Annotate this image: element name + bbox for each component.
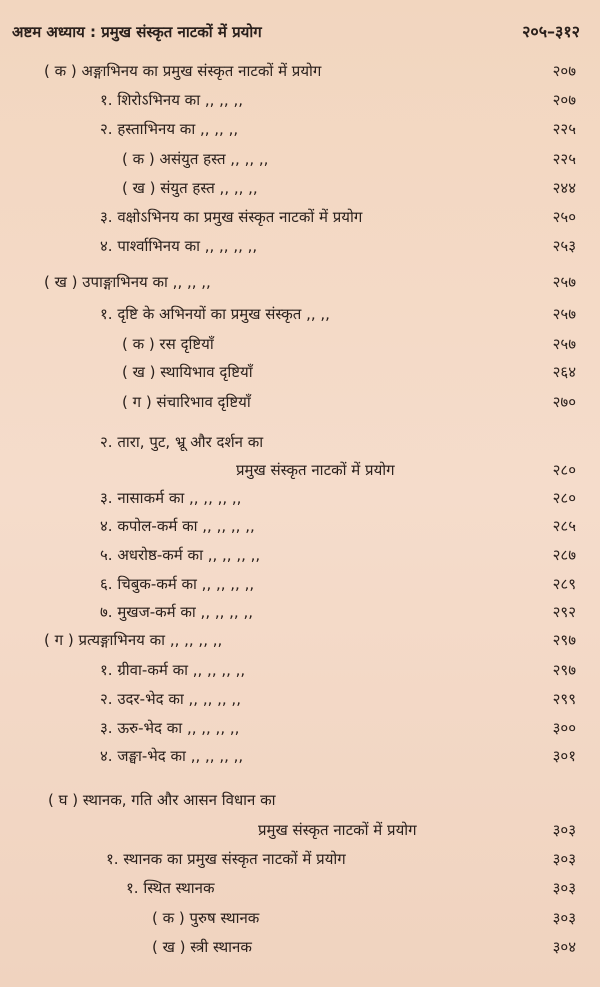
entry-text: प्रमुख संस्कृत नाटकों में प्रयोग [258,821,417,839]
toc-entry [0,300,600,328]
entry-text: १. स्थित स्थानक [126,879,215,897]
toc-entry [0,598,600,626]
entry-text: ( क ) पुरुष स्थानक [152,909,260,927]
entry-page: २८७ [552,546,576,564]
toc-entry [0,685,600,713]
entry-text: ४. कपोल-कर्म का ,, ,, ,, ,, [100,517,255,535]
entry-page: २५७ [552,305,576,323]
toc-entry [0,115,600,143]
entry-page: २८५ [552,517,576,535]
chapter-title: अष्टम अध्याय : प्रमुख संस्कृत नाटकों में प्रयोग [12,23,262,41]
toc-entry [0,845,600,873]
toc-entry [0,456,600,484]
toc-entry [0,933,600,961]
toc-entry [0,57,600,85]
entry-page: २८९ [552,575,576,593]
toc-entry [0,570,600,598]
entry-text: ४. पार्श्वाभिनय का ,, ,, ,, ,, [100,237,258,255]
entry-text: १. शिरोऽभिनय का ,, ,, ,, [100,91,243,109]
entry-text: ६. चिबुक-कर्म का ,, ,, ,, ,, [100,575,255,593]
entry-page: २९७ [552,661,576,679]
toc-entry [0,203,600,231]
entry-page: ३०४ [552,938,576,956]
entry-text: प्रमुख संस्कृत नाटकों में प्रयोग [236,461,395,479]
chapter-heading [0,18,600,46]
entry-page: २६४ [552,363,576,381]
toc-entry [0,388,600,416]
entry-text: ( घ ) स्थानक, गति और आसन विधान का [48,791,276,809]
entry-page: ३०३ [552,879,576,897]
toc-entry [0,904,600,932]
entry-text: २. उदर-भेद का ,, ,, ,, ,, [100,690,241,708]
entry-page: २२५ [552,150,576,168]
entry-text: ३. वक्षोऽभिनय का प्रमुख संस्कृत नाटकों में प्रयोग [100,208,363,226]
entry-page: २०७ [552,62,576,80]
toc-entry [0,742,600,770]
chapter-pages: २०५–३१२ [522,22,580,41]
toc-entry [0,484,600,512]
entry-text: ( क ) रस दृष्टियाँ [122,335,214,353]
toc-entry [0,714,600,742]
entry-text: ३. नासाकर्म का ,, ,, ,, ,, [100,489,242,507]
toc-entry [0,358,600,386]
entry-text: ३. ऊरु-भेद का ,, ,, ,, ,, [100,719,240,737]
toc-entry [0,330,600,358]
toc-entry [0,174,600,202]
entry-text: ४. जङ्घा-भेद का ,, ,, ,, ,, [100,747,244,765]
toc-entry [0,86,600,114]
toc-entry [0,145,600,173]
entry-text: १. स्थानक का प्रमुख संस्कृत नाटकों में प्रयोग [106,850,346,868]
entry-page: २२५ [552,120,576,138]
toc-entry [0,786,600,814]
entry-page: ३०३ [552,909,576,927]
toc-entry [0,541,600,569]
entry-page: २९२ [552,603,576,621]
toc-entry [0,656,600,684]
toc-entry [0,512,600,540]
entry-page: ३०० [552,719,576,737]
entry-text: ( क ) असंयुत हस्त ,, ,, ,, [122,150,269,168]
entry-page: २८० [552,489,576,507]
entry-text: ( ख ) स्त्री स्थानक [152,938,252,956]
entry-text: २. तारा, पुट, भ्रू और दर्शन का [100,433,264,451]
toc-entry [0,816,600,844]
entry-text: ( ग ) प्रत्यङ्गाभिनय का ,, ,, ,, ,, [44,631,223,649]
entry-page: २५० [552,208,576,226]
entry-text: २. हस्ताभिनय का ,, ,, ,, [100,120,239,138]
toc-entry [0,268,600,296]
entry-page: २०७ [552,91,576,109]
entry-text: ( ग ) संचारिभाव दृष्टियाँ [122,393,251,411]
entry-page: ३०३ [552,850,576,868]
entry-text: ( ख ) संयुत हस्त ,, ,, ,, [122,179,258,197]
entry-page: २५७ [552,273,576,291]
entry-text: ५. अधरोष्ठ-कर्म का ,, ,, ,, ,, [100,546,261,564]
entry-text: ७. मुखज-कर्म का ,, ,, ,, ,, [100,603,253,621]
entry-page: २५३ [552,237,576,255]
entry-page: २८० [552,461,576,479]
entry-page: २७० [552,393,576,411]
entry-page: २४४ [552,179,576,197]
toc-entry [0,874,600,902]
entry-text: १. दृष्टि के अभिनयों का प्रमुख संस्कृत ,, ,, [100,305,330,323]
entry-page: ३०३ [552,821,576,839]
entry-text: १. ग्रीवा-कर्म का ,, ,, ,, ,, [100,661,246,679]
entry-page: २९९ [552,690,576,708]
toc-entry [0,232,600,260]
entry-text: ( ख ) उपाङ्गाभिनय का ,, ,, ,, [44,273,211,291]
entry-text: ( क ) अङ्गाभिनय का प्रमुख संस्कृत नाटकों में प्रयोग [44,62,322,80]
entry-page: २५७ [552,335,576,353]
entry-page: २९७ [552,631,576,649]
toc-entry [0,428,600,456]
entry-page: ३०१ [552,747,576,765]
toc-entry [0,626,600,654]
entry-text: ( ख ) स्थायिभाव दृष्टियाँ [122,363,253,381]
